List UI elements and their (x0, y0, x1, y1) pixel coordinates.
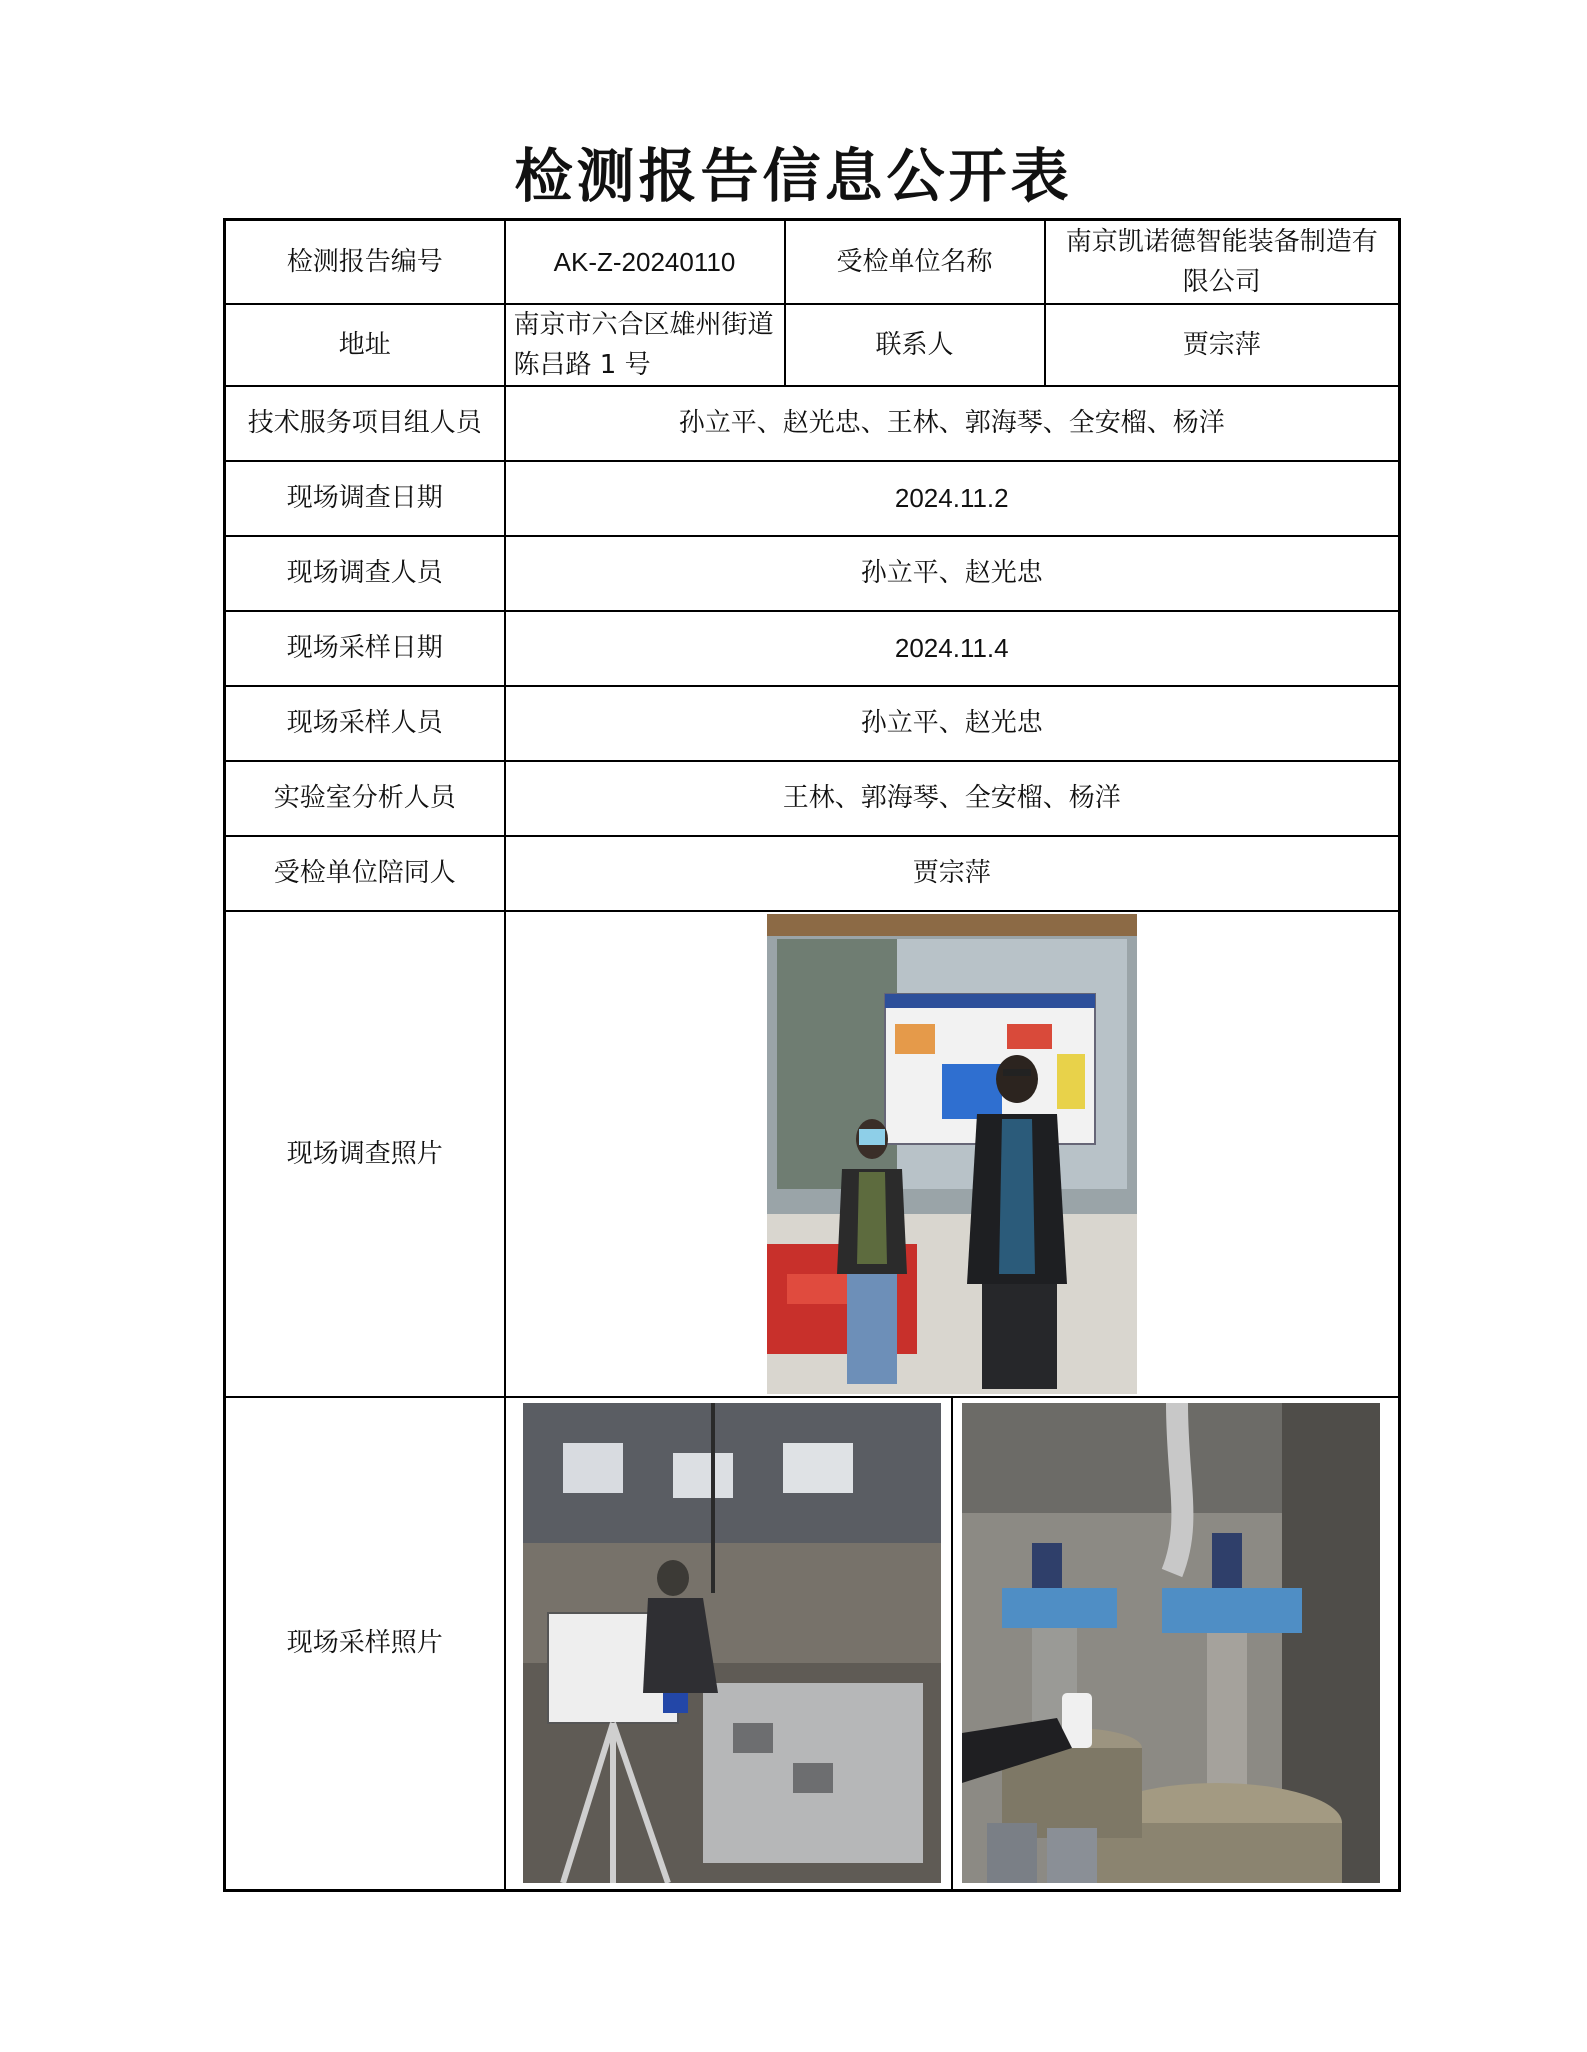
row-survey-date (225, 461, 1400, 536)
address-label: 地址 (225, 304, 505, 386)
row-lab-staff (225, 761, 1400, 836)
survey-date-value: 2024.11.2 (505, 461, 1400, 536)
sampling-photos (514, 1398, 1391, 1890)
row-escort (225, 836, 1400, 911)
escort-value: 贾宗萍 (505, 836, 1400, 911)
survey-date-label: 现场调查日期 (225, 461, 505, 536)
lab-staff-label: 实验室分析人员 (225, 761, 505, 836)
survey-photo-label: 现场调查照片 (225, 911, 505, 1397)
report-no-value: AK-Z-20240110 (505, 220, 785, 304)
address-value: 南京市六合区雄州街道陈吕路 1 号 (505, 304, 785, 386)
contact-label: 联系人 (785, 304, 1045, 386)
lab-staff-value: 王林、郭海琴、全安榴、杨洋 (505, 761, 1400, 836)
row-report-no (225, 220, 1400, 304)
row-survey-photo (225, 911, 1400, 1397)
row-team (225, 386, 1400, 461)
survey-staff-label: 现场调查人员 (225, 536, 505, 611)
team-label: 技术服务项目组人员 (225, 386, 505, 461)
sampling-photo-left-wrap (514, 1398, 951, 1890)
row-sampling-staff (225, 686, 1400, 761)
sampling-photo-right-wrap (951, 1398, 1390, 1890)
sampling-photo-cell (505, 1397, 1400, 1891)
sampling-photo-workshop (523, 1403, 941, 1883)
sampling-photo-equipment (962, 1403, 1380, 1883)
document-title: 检测报告信息公开表 (514, 142, 1073, 210)
sampling-date-value: 2024.11.4 (505, 611, 1400, 686)
sampling-staff-label: 现场采样人员 (225, 686, 505, 761)
row-sampling-date (225, 611, 1400, 686)
unit-name-label: 受检单位名称 (785, 220, 1045, 304)
row-address (225, 304, 1400, 386)
survey-staff-value: 孙立平、赵光忠 (505, 536, 1400, 611)
unit-name-value: 南京凯诺德智能装备制造有限公司 (1045, 220, 1400, 304)
sampling-photo-label: 现场采样照片 (225, 1397, 505, 1891)
survey-photo (767, 914, 1137, 1394)
row-sampling-photo (225, 1397, 1400, 1891)
survey-photo-cell (505, 911, 1400, 1397)
escort-label: 受检单位陪同人 (225, 836, 505, 911)
report-no-label: 检测报告编号 (225, 220, 505, 304)
row-survey-staff (225, 536, 1400, 611)
sampling-staff-value: 孙立平、赵光忠 (505, 686, 1400, 761)
report-table (223, 218, 1401, 1892)
contact-value: 贾宗萍 (1045, 304, 1400, 386)
sampling-date-label: 现场采样日期 (225, 611, 505, 686)
team-value: 孙立平、赵光忠、王林、郭海琴、全安榴、杨洋 (505, 386, 1400, 461)
